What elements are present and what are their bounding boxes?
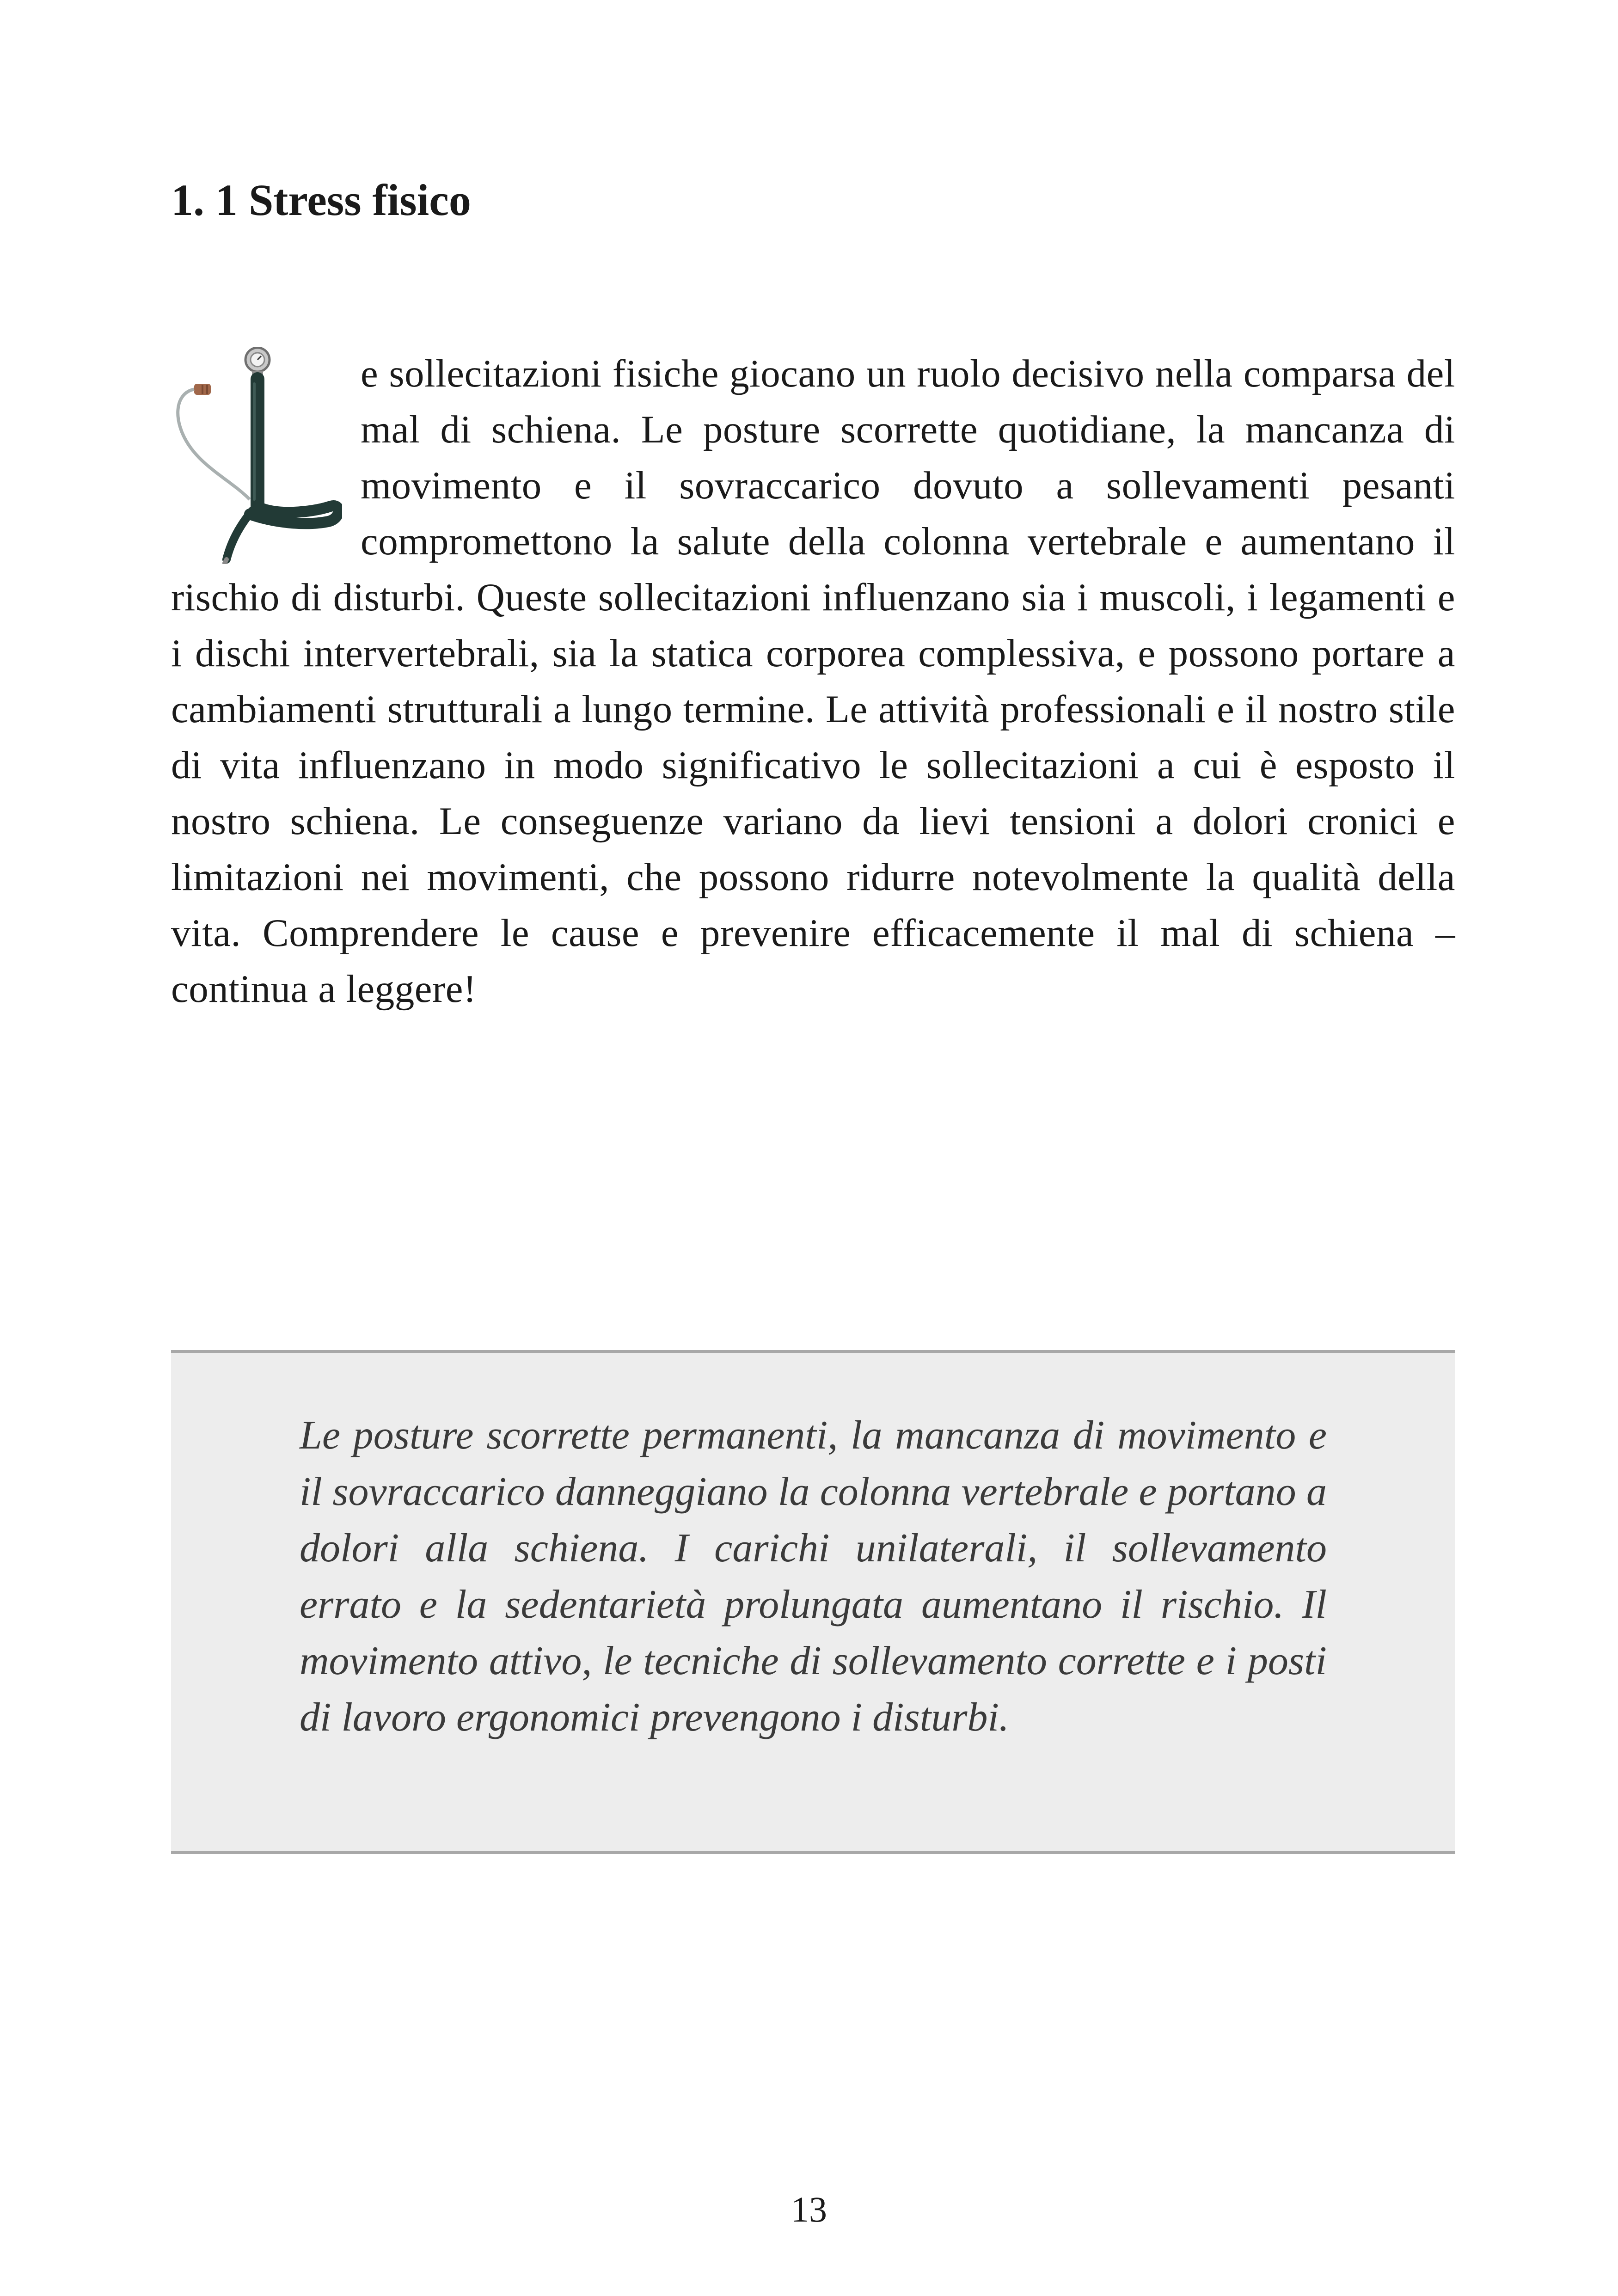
page-number: 13 xyxy=(791,2189,827,2229)
body-paragraph xyxy=(171,346,1455,1017)
summary-callout-text: Le posture scorrette permanenti, la mancanza di movimento e il sovraccarico danneggiano la colonna vertebrale e portano a dolori alla schiena. I carichi unilaterali, il sollevamento errato e la sedentarietà prolungata aumentano il rischio. Il movimento attivo, le tecniche di sollevamento corrette e i posti di lavoro ergonomici prevengono i disturbi. xyxy=(300,1413,1327,1740)
body-paragraph-text: e sollecitazioni fisiche giocano un ruolo decisivo nella comparsa del mal di schiena. Le posture scorrette quotidiane, la mancanza di movimento e il sovraccarico dovuto a sollevamenti pesanti compromettono la salute della colonna vertebrale e aumentano il rischio di disturbi. Queste sollecitazioni influenzano sia i muscoli, i legamenti e i dischi intervertebrali, sia la statica corporea complessiva, e possono portare a cambiamenti strutturali a lungo termine. Le attività professionali e il nostro stile di vita influenzano in modo significativo le sollecitazioni a cui è esposto il nostro schiena. Le conseguenze variano da lievi tensioni a dolori cronici e limitazioni nei movimenti, che possono ridurre notevolmente la qualità della vita. Comprendere le cause e prevenire efficacemente il mal di schiena – continua a leggere! xyxy=(171,352,1455,1011)
summary-callout-box xyxy=(171,1350,1455,1854)
stethoscope-letter-l-icon xyxy=(171,347,342,564)
section-title: 1. 1 Stress fisico xyxy=(171,175,471,225)
